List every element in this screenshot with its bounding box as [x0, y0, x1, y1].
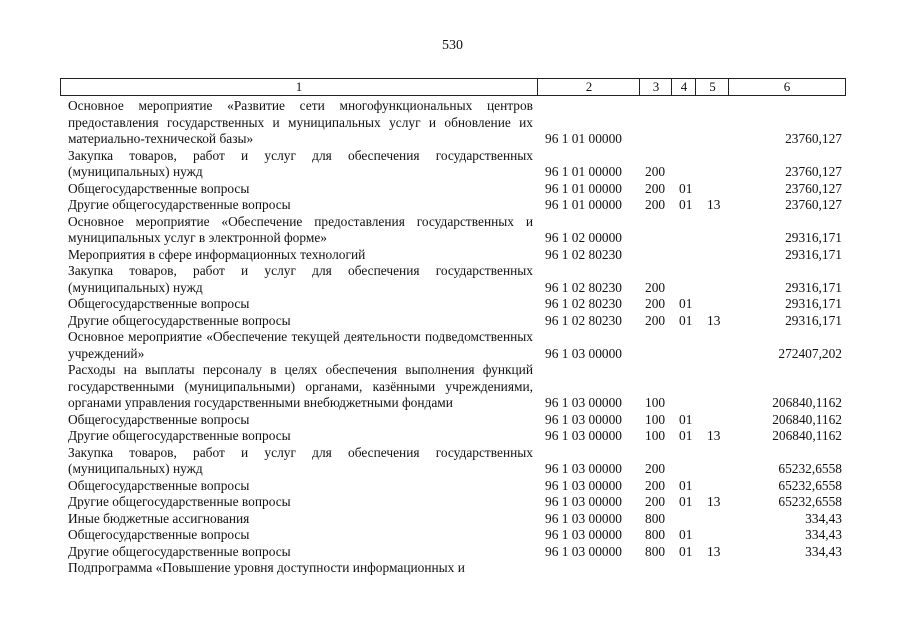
- header-col-1: 1: [295, 79, 303, 94]
- table-row: [0, 494, 905, 511]
- row-name: Общегосударственные вопросы: [68, 411, 250, 427]
- row-sum: 23760,127: [785, 197, 842, 212]
- row-name: Общегосударственные вопросы: [68, 477, 250, 493]
- row-sum: 23760,127: [785, 131, 842, 146]
- row-expense-type: 200: [645, 279, 666, 295]
- row-code: 96 1 02 80230: [545, 246, 622, 262]
- row-name: Мероприятия в сфере информационных технологий: [68, 246, 366, 262]
- row-code: 96 1 01 00000: [545, 197, 622, 212]
- row-name: Общегосударственные вопросы: [68, 527, 250, 542]
- row-code: 96 1 02 80230: [545, 296, 622, 311]
- row-section: 01: [679, 428, 693, 443]
- table-row: [0, 263, 905, 296]
- row-expense-type: 200: [645, 296, 666, 311]
- table-body: [0, 98, 905, 577]
- table-row: [0, 329, 905, 362]
- row-name: Общегосударственные вопросы: [68, 180, 250, 196]
- table-row: [0, 181, 905, 198]
- row-sum: 65232,6558: [778, 461, 842, 476]
- row-subsection: 13: [707, 543, 721, 559]
- row-sum: 23760,127: [785, 164, 842, 179]
- row-expense-type: 200: [645, 461, 666, 476]
- table-row: [0, 527, 905, 544]
- table-row: [0, 296, 905, 313]
- row-code: 96 1 03 00000: [545, 510, 622, 526]
- table-row: [0, 445, 905, 478]
- row-sum: 29316,171: [785, 246, 842, 262]
- header-col-5: 5: [695, 79, 729, 95]
- row-code: 96 1 02 80230: [545, 279, 622, 295]
- table-row: [0, 197, 905, 214]
- row-sum: 23760,127: [785, 180, 842, 196]
- row-expense-type: 200: [645, 180, 666, 196]
- row-expense-type: 200: [645, 312, 666, 328]
- table-row: [0, 560, 905, 577]
- row-name: Расходы на выплаты персоналу в целях обеспечения выполнения функций государственными (муниципальными) органами, казёнными учреждениями, органами управления государственными внебюджетными фондами: [68, 362, 533, 410]
- row-name: Закупка товаров, работ и услуг для обеспечения государственных (муниципальных) нужд: [68, 147, 533, 179]
- row-expense-type: 200: [645, 477, 666, 493]
- row-subsection: 13: [707, 197, 721, 212]
- row-code: 96 1 03 00000: [545, 345, 622, 361]
- row-sum: 65232,6558: [778, 477, 842, 493]
- row-name: Основное мероприятие «Обеспечение предоставления государственных и муниципальных услуг в электронной форме»: [68, 213, 533, 245]
- row-expense-type: 100: [645, 395, 666, 410]
- row-section: 01: [679, 411, 693, 427]
- header-col-4: 4: [671, 79, 696, 95]
- row-expense-type: 200: [645, 494, 666, 509]
- row-expense-type: 800: [645, 510, 666, 526]
- row-sum: 206840,1162: [772, 428, 842, 443]
- row-expense-type: 100: [645, 428, 666, 443]
- row-sum: 334,43: [805, 510, 842, 526]
- table-row: [0, 214, 905, 247]
- row-sum: 29316,171: [785, 296, 842, 311]
- table-row: [0, 148, 905, 181]
- row-sum: 206840,1162: [772, 395, 842, 410]
- table-row: [0, 544, 905, 561]
- row-sum: 334,43: [805, 543, 842, 559]
- row-subsection: 13: [707, 428, 721, 443]
- row-name: Основное мероприятие «Обеспечение текущей деятельности подведомственных учреждений»: [68, 329, 533, 361]
- row-code: 96 1 03 00000: [545, 477, 622, 493]
- table-row: [0, 412, 905, 429]
- row-code: 96 1 02 80230: [545, 312, 622, 328]
- row-sum: 29316,171: [785, 312, 842, 328]
- row-section: 01: [679, 494, 693, 509]
- row-expense-type: 200: [645, 197, 666, 212]
- table-row: [0, 313, 905, 330]
- row-section: 01: [679, 527, 693, 542]
- row-name: Другие общегосударственные вопросы: [68, 494, 291, 509]
- row-name: Закупка товаров, работ и услуг для обеспечения государственных (муниципальных) нужд: [68, 263, 533, 295]
- row-name: Другие общегосударственные вопросы: [68, 197, 291, 212]
- row-expense-type: 100: [645, 411, 666, 427]
- row-code: 96 1 03 00000: [545, 395, 622, 410]
- table-row: [0, 511, 905, 528]
- table-header: [60, 78, 846, 96]
- row-expense-type: 200: [645, 164, 666, 179]
- row-code: 96 1 03 00000: [545, 461, 622, 476]
- row-section: 01: [679, 197, 693, 212]
- table-row: [0, 478, 905, 495]
- row-sum: 65232,6558: [778, 494, 842, 509]
- row-subsection: 13: [707, 312, 721, 328]
- row-name: Другие общегосударственные вопросы: [68, 543, 291, 559]
- row-expense-type: 800: [645, 527, 666, 542]
- row-code: 96 1 03 00000: [545, 428, 622, 443]
- row-name: Другие общегосударственные вопросы: [68, 428, 291, 443]
- row-expense-type: 800: [645, 543, 666, 559]
- page-number: 530: [442, 38, 463, 53]
- header-col-6: 6: [728, 79, 845, 95]
- row-name: Иные бюджетные ассигнования: [68, 510, 250, 526]
- row-sum: 272407,202: [778, 345, 842, 361]
- row-sum: 29316,171: [785, 279, 842, 295]
- row-sum: 29316,171: [785, 230, 842, 245]
- table-row: [0, 362, 905, 412]
- row-name: Закупка товаров, работ и услуг для обеспечения государственных (муниципальных) нужд: [68, 444, 533, 476]
- row-sum: 206840,1162: [772, 411, 842, 427]
- row-section: 01: [679, 296, 693, 311]
- row-code: 96 1 03 00000: [545, 494, 622, 509]
- table-row: [0, 98, 905, 148]
- header-col-3: 3: [639, 79, 672, 95]
- row-subsection: 13: [707, 494, 721, 509]
- row-name: Основное мероприятие «Развитие сети многофункциональных центров предоставления государственных и муниципальных услуг и обновление их материально-технической базы»: [68, 98, 533, 146]
- row-section: 01: [679, 543, 693, 559]
- row-code: 96 1 02 00000: [545, 230, 622, 245]
- row-name: Общегосударственные вопросы: [68, 296, 250, 311]
- table-row: [0, 247, 905, 264]
- row-code: 96 1 01 00000: [545, 164, 622, 179]
- row-name: Другие общегосударственные вопросы: [68, 312, 291, 328]
- row-code: 96 1 01 00000: [545, 180, 622, 196]
- row-section: 01: [679, 180, 693, 196]
- row-code: 96 1 03 00000: [545, 543, 622, 559]
- table-row: [0, 428, 905, 445]
- row-section: 01: [679, 477, 693, 493]
- header-col-2: 2: [537, 79, 640, 95]
- row-code: 96 1 03 00000: [545, 527, 622, 542]
- row-name: Подпрограмма «Повышение уровня доступности информационных и: [68, 560, 465, 575]
- row-code: 96 1 03 00000: [545, 411, 622, 427]
- row-sum: 334,43: [805, 527, 842, 542]
- row-section: 01: [679, 312, 693, 328]
- row-code: 96 1 01 00000: [545, 131, 622, 146]
